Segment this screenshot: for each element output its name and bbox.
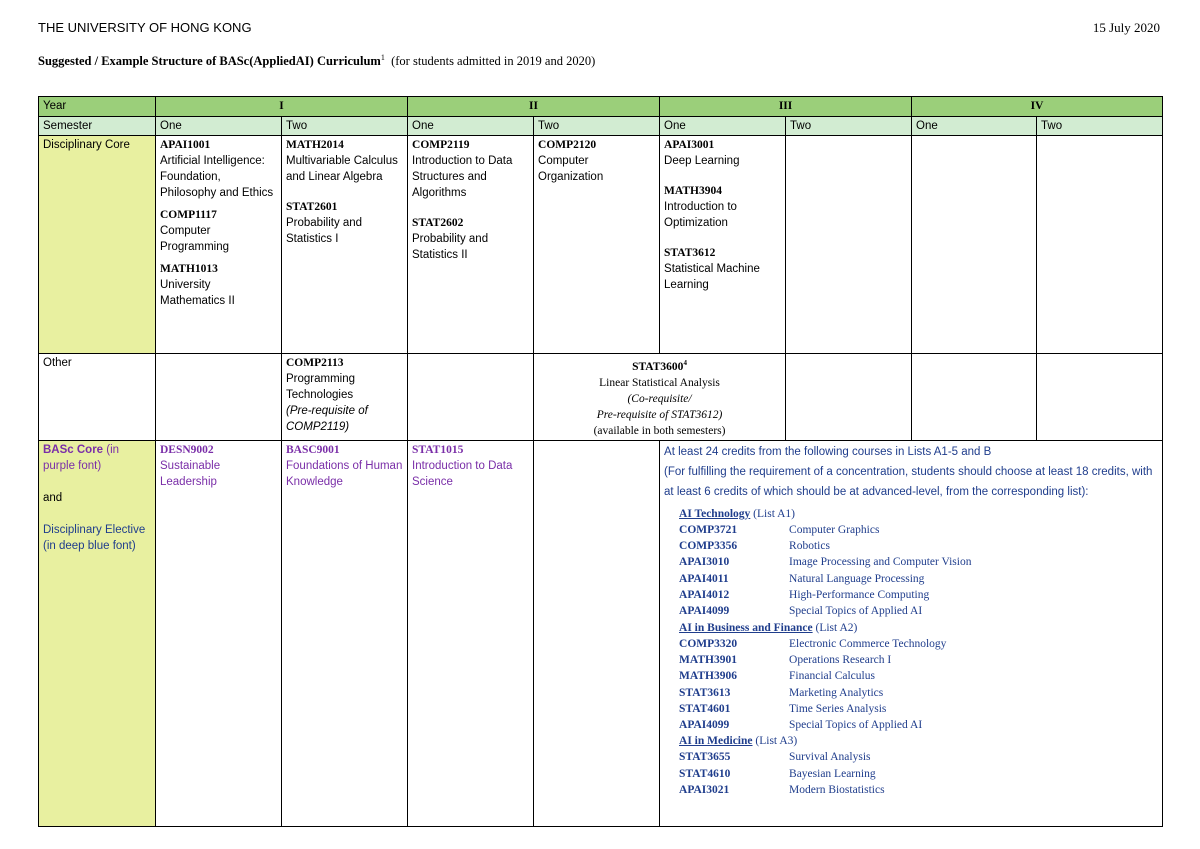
- year-3: III: [660, 97, 912, 117]
- other-y1-s1: [156, 354, 282, 441]
- list-item: [679, 766, 1158, 782]
- course: [664, 137, 781, 169]
- basc-y2-s1: [408, 440, 534, 826]
- course: [664, 183, 781, 231]
- course-code: STAT1015: [412, 443, 464, 456]
- course-code: APAI1001: [160, 139, 211, 151]
- list-item-code: STAT3655: [679, 751, 731, 764]
- elective-note: (For fulfilling the requirement of a concentration, students should choose at least 18 credits, with at least 6 credits of which should be at advanced-level, from the corresponding list):: [664, 465, 1153, 498]
- course-name: Probability and Statistics I: [286, 217, 363, 245]
- list-title: [679, 620, 1158, 636]
- list-item-code: MATH3901: [679, 653, 737, 666]
- document-date: 15 July 2020: [1092, 20, 1160, 35]
- course: [160, 261, 277, 309]
- basc-core-name: BASc Core: [43, 443, 104, 456]
- basc-y2-s2: [534, 440, 660, 826]
- core-y4-s2: [1037, 136, 1163, 354]
- course-name: Computer Programming: [160, 225, 230, 253]
- year-1: I: [156, 97, 408, 117]
- list-item-name: Survival Analysis: [789, 751, 871, 764]
- other-label: Other: [39, 354, 156, 441]
- semester-y4-s1: One: [912, 117, 1037, 136]
- list-item-name: Marketing Analytics: [789, 686, 884, 699]
- course-name: Linear Statistical Analysis: [599, 376, 720, 389]
- list-item: [679, 538, 1158, 554]
- list-item-name: Operations Research I: [789, 653, 892, 666]
- semester-y2-s2: Two: [534, 117, 660, 136]
- course: [160, 137, 277, 201]
- semester-y1-s2: Two: [282, 117, 408, 136]
- list-item: [679, 685, 1158, 701]
- list-name: AI Technology: [679, 507, 751, 520]
- course: [412, 215, 529, 263]
- list-item-code: APAI4011: [679, 572, 729, 585]
- list-item-name: Electronic Commerce Technology: [789, 637, 947, 650]
- list-item-code: MATH3906: [679, 670, 737, 683]
- list-item: [679, 701, 1158, 717]
- list-item-code: STAT4610: [679, 767, 731, 780]
- course-name: Artificial Intelligence: Foundation, Philosophy and Ethics: [160, 155, 274, 199]
- course-note: Pre-requisite of STAT3612): [596, 408, 723, 421]
- course-name: Statistical Machine Learning: [664, 263, 760, 291]
- course: [664, 245, 781, 293]
- list-item-code: COMP3320: [679, 637, 738, 650]
- course-code: MATH1013: [160, 263, 218, 275]
- document-title: [38, 53, 595, 69]
- course-name: Introduction to Data Structures and Algorithms: [412, 155, 513, 199]
- list-item-code: APAI4012: [679, 589, 730, 602]
- list-item-name: High-Performance Computing: [789, 589, 930, 602]
- semester-y3-s1: One: [660, 117, 786, 136]
- list-item: [679, 587, 1158, 603]
- list-item: [679, 668, 1158, 684]
- disciplinary-elective-title: Disciplinary Elective (in deep blue font): [43, 523, 146, 552]
- list-item-name: Modern Biostatistics: [789, 783, 885, 796]
- list-name: AI in Business and Finance: [679, 621, 813, 634]
- list-name: AI in Medicine: [679, 735, 753, 748]
- year-row: [39, 97, 1163, 117]
- other-y1-s2: [282, 354, 408, 441]
- year-label: Year: [39, 97, 156, 117]
- list-item: [679, 749, 1158, 765]
- core-y3-s1: [660, 136, 786, 354]
- list-item: [679, 554, 1158, 570]
- list-item-name: Special Topics of Applied AI: [789, 605, 923, 618]
- list-item-name: Financial Calculus: [789, 670, 875, 683]
- course: [538, 137, 655, 185]
- elective-intro: At least 24 credits from the following courses in Lists A1-5 and B: [664, 445, 992, 458]
- course-note: (available in both semesters): [593, 424, 726, 437]
- other-y2-s1: [408, 354, 534, 441]
- course-code: COMP2119: [412, 139, 470, 151]
- elective-list-container: [664, 506, 1158, 798]
- course-name: Introduction to Optimization: [664, 201, 737, 229]
- list-item-code: COMP3721: [679, 523, 738, 536]
- semester-row: [39, 117, 1163, 136]
- course-code: BASC9001: [286, 443, 340, 456]
- course-note: (Co-requisite/: [627, 392, 692, 405]
- other-y4-s2: [1037, 354, 1163, 441]
- course-code: COMP1117: [160, 209, 217, 221]
- course: [412, 137, 529, 201]
- core-y1-s2: [282, 136, 408, 354]
- course: [286, 137, 403, 185]
- semester-y2-s1: One: [408, 117, 534, 136]
- list-item: [679, 636, 1158, 652]
- course-code: STAT3612: [664, 247, 716, 259]
- list-item: [679, 522, 1158, 538]
- other-row: [39, 354, 1163, 441]
- semester-label: Semester: [39, 117, 156, 136]
- core-row: [39, 136, 1163, 354]
- course-code: APAI3001: [664, 139, 715, 151]
- other-y4-s1: [912, 354, 1037, 441]
- core-y1-s1: [156, 136, 282, 354]
- basc-core-title: [43, 444, 119, 472]
- list-item: [679, 717, 1158, 733]
- core-y2-s2: [534, 136, 660, 354]
- course-code: COMP2113: [286, 357, 344, 369]
- course: [286, 199, 403, 247]
- course-code: COMP2120: [538, 139, 597, 151]
- course-name: Introduction to Data Science: [412, 459, 513, 488]
- year-2: II: [408, 97, 660, 117]
- list-item-name: Image Processing and Computer Vision: [789, 556, 972, 569]
- course-name: Deep Learning: [664, 155, 740, 167]
- course-name: Foundations of Human Knowledge: [286, 459, 403, 488]
- core-y4-s1: [912, 136, 1037, 354]
- basc-y1-s2: [282, 440, 408, 826]
- list-item-code: APAI4099: [679, 719, 730, 732]
- course-name: Programming Technologies: [286, 373, 356, 401]
- year-4: IV: [912, 97, 1163, 117]
- list-item-name: Special Topics of Applied AI: [789, 719, 923, 732]
- list-item-code: APAI3021: [679, 783, 730, 796]
- list-item-name: Computer Graphics: [789, 523, 880, 536]
- course: [160, 207, 277, 255]
- list-item: [679, 603, 1158, 619]
- list-item-code: APAI4099: [679, 605, 730, 618]
- curriculum-table: [38, 96, 1163, 827]
- course-code: STAT2602: [412, 217, 464, 229]
- title-text: Suggested / Example Structure of BASc(AppliedAI) Curriculum: [38, 54, 381, 69]
- course-code: DESN9002: [160, 443, 214, 456]
- core-y3-s2: [786, 136, 912, 354]
- list-item-name: Bayesian Learning: [789, 767, 876, 780]
- basc-y1-s1: [156, 440, 282, 826]
- course-code: MATH2014: [286, 139, 344, 151]
- course-name: Probability and Statistics II: [412, 233, 489, 261]
- list-item-code: COMP3356: [679, 540, 738, 553]
- course-code: MATH3904: [664, 185, 722, 197]
- list-item-name: Time Series Analysis: [789, 702, 887, 715]
- core-label: Disciplinary Core: [39, 136, 156, 354]
- semester-y1-s1: One: [156, 117, 282, 136]
- list-title: [679, 506, 1158, 522]
- list-tag: (List A3): [752, 735, 798, 748]
- list-item: [679, 571, 1158, 587]
- list-item: [679, 782, 1158, 798]
- basc-label: [39, 440, 156, 826]
- list-item-code: APAI3010: [679, 556, 730, 569]
- course-code: STAT2601: [286, 201, 338, 213]
- course-note: (Pre-requisite of COMP2119): [286, 405, 368, 433]
- course-name: Sustainable Leadership: [160, 459, 221, 488]
- course-name: University Mathematics II: [160, 279, 235, 307]
- title-footnote-mark: 1: [380, 53, 385, 62]
- course-name: Computer Organization: [538, 155, 604, 183]
- list-item-code: STAT3613: [679, 686, 731, 699]
- footnote-mark: 4: [683, 359, 687, 367]
- semester-y3-s2: Two: [786, 117, 912, 136]
- other-stat3600: [534, 354, 786, 441]
- semester-y4-s2: Two: [1037, 117, 1163, 136]
- list-tag: (List A2): [812, 621, 858, 634]
- basc-row: [39, 440, 1163, 826]
- university-name: THE UNIVERSITY OF HONG KONG: [38, 20, 252, 35]
- list-item-code: STAT4601: [679, 702, 731, 715]
- course-name: Multivariable Calculus and Linear Algebra: [286, 155, 398, 183]
- list-item-name: Natural Language Processing: [789, 572, 925, 585]
- basc-and: and: [43, 491, 63, 504]
- list-item: [679, 652, 1158, 668]
- elective-lists: [660, 440, 1163, 826]
- basc-core-hint: (in purple font): [43, 443, 120, 472]
- core-y2-s1: [408, 136, 534, 354]
- list-tag: (List A1): [750, 507, 796, 520]
- other-y3-s2: [786, 354, 912, 441]
- title-note: (for students admitted in 2019 and 2020): [391, 54, 596, 69]
- list-item-name: Robotics: [789, 540, 830, 553]
- course-code: STAT3600: [632, 360, 684, 373]
- list-title: [679, 733, 1158, 749]
